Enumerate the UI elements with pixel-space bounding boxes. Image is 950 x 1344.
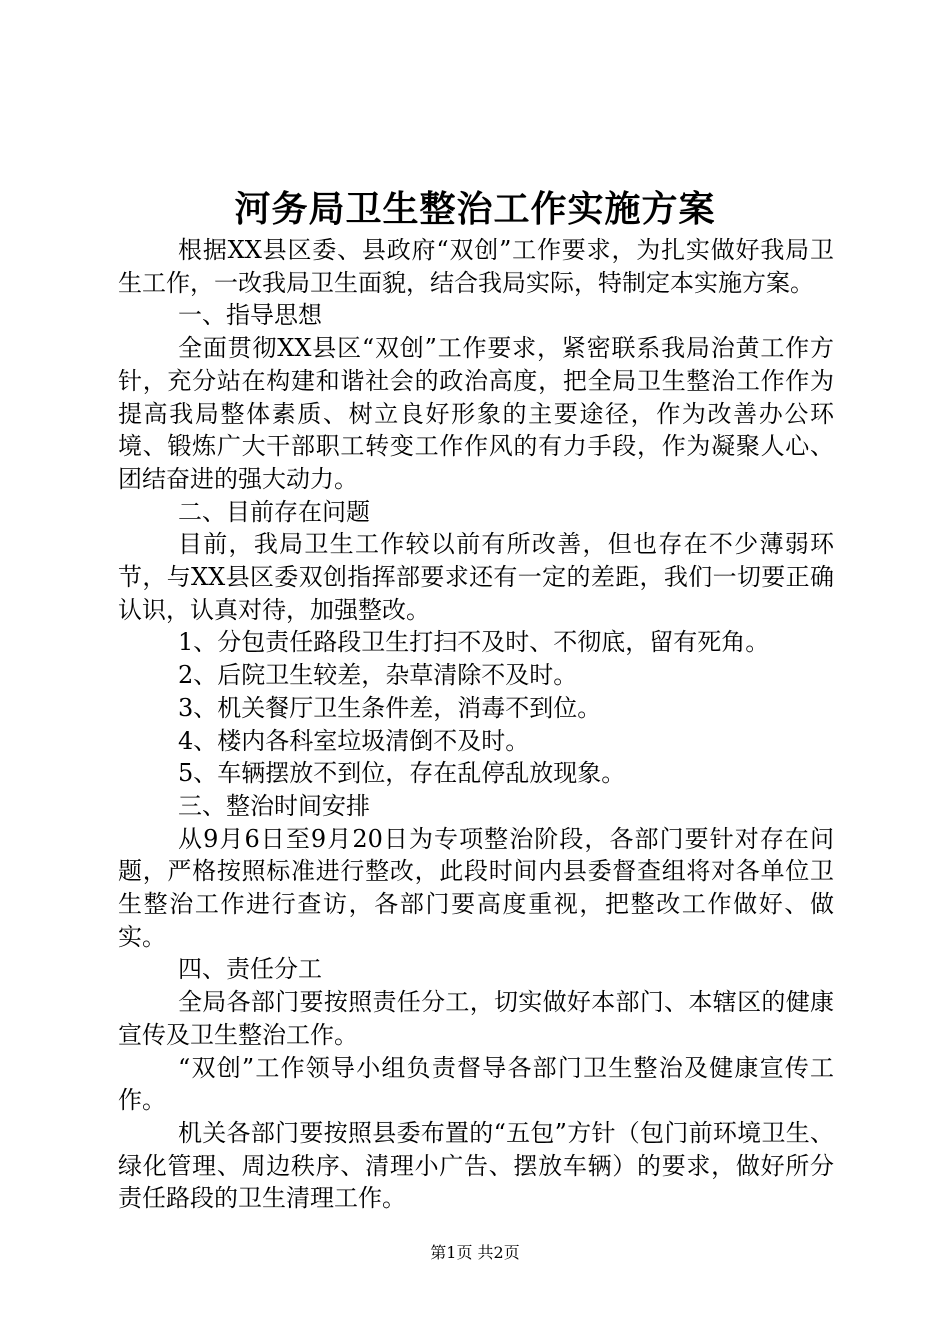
paragraph-current-problems: 目前，我局卫生工作较以前有所改善，但也存在不少薄弱环节，与XX县区委双创指挥部要求还有一定的差距，我们一切要正确认识，认真对待，加强整改。 bbox=[118, 530, 834, 624]
document-body bbox=[118, 234, 834, 1215]
paragraph-intro: 根据XX县区委、县政府“双创”工作要求，为扎实做好我局卫生工作，一改我局卫生面貌，结合我局实际，特制定本实施方案。 bbox=[118, 236, 834, 297]
list-item-problem-2: 2、后院卫生较差，杂草清除不及时。 bbox=[178, 661, 578, 690]
paragraph-responsibilities-2: “双创”工作领导小组负责督导各部门卫生整治及健康宣传工作。 bbox=[118, 1053, 834, 1115]
section-heading-schedule: 三、整治时间安排 bbox=[178, 791, 370, 820]
document-title: 河务局卫生整治工作实施方案 bbox=[234, 188, 716, 230]
paragraph-responsibilities-1: 全局各部门要按照责任分工，切实做好本部门、本辖区的健康宣传及卫生整治工作。 bbox=[118, 988, 834, 1049]
list-item-problem-5: 5、车辆摆放不到位，存在乱停乱放现象。 bbox=[178, 759, 626, 788]
paragraph-schedule: 从9月6日至9月20日为专项整治阶段，各部门要针对存在问题，严格按照标准进行整改，此段时间内县委督查组将对各单位卫生整治工作进行查访，各部门要高度重视，把整改工作做好、做实。 bbox=[118, 824, 834, 951]
section-heading-guiding-thought: 一、指导思想 bbox=[178, 301, 322, 330]
page-footer: 第1页 共2页 bbox=[430, 1243, 520, 1262]
list-item-problem-3: 3、机关餐厅卫生条件差，消毒不到位。 bbox=[178, 693, 602, 722]
list-item-problem-4: 4、楼内各科室垃圾清倒不及时。 bbox=[178, 726, 530, 755]
paragraph-guiding-thought: 全面贯彻XX县区“双创”工作要求，紧密联系我局治黄工作方针，充分站在构建和谐社会的政治高度，把全局卫生整治工作作为提高我局整体素质、树立良好形象的主要途径，作为改善办公环境、锻炼广大干部职工转变工作作风的有力手段，作为凝聚人心、团结奋进的强大动力。 bbox=[118, 334, 834, 493]
section-heading-current-problems: 二、目前存在问题 bbox=[178, 497, 370, 526]
paragraph-responsibilities-3: 机关各部门要按照县委布置的“五包”方针（包门前环境卫生、绿化管理、周边秩序、清理小广告、摆放车辆）的要求，做好所分责任路段的卫生清理工作。 bbox=[118, 1118, 834, 1213]
section-heading-responsibilities: 四、责任分工 bbox=[178, 955, 322, 984]
list-item-problem-1: 1、分包责任路段卫生打扫不及时、不彻底，留有死角。 bbox=[178, 628, 770, 657]
